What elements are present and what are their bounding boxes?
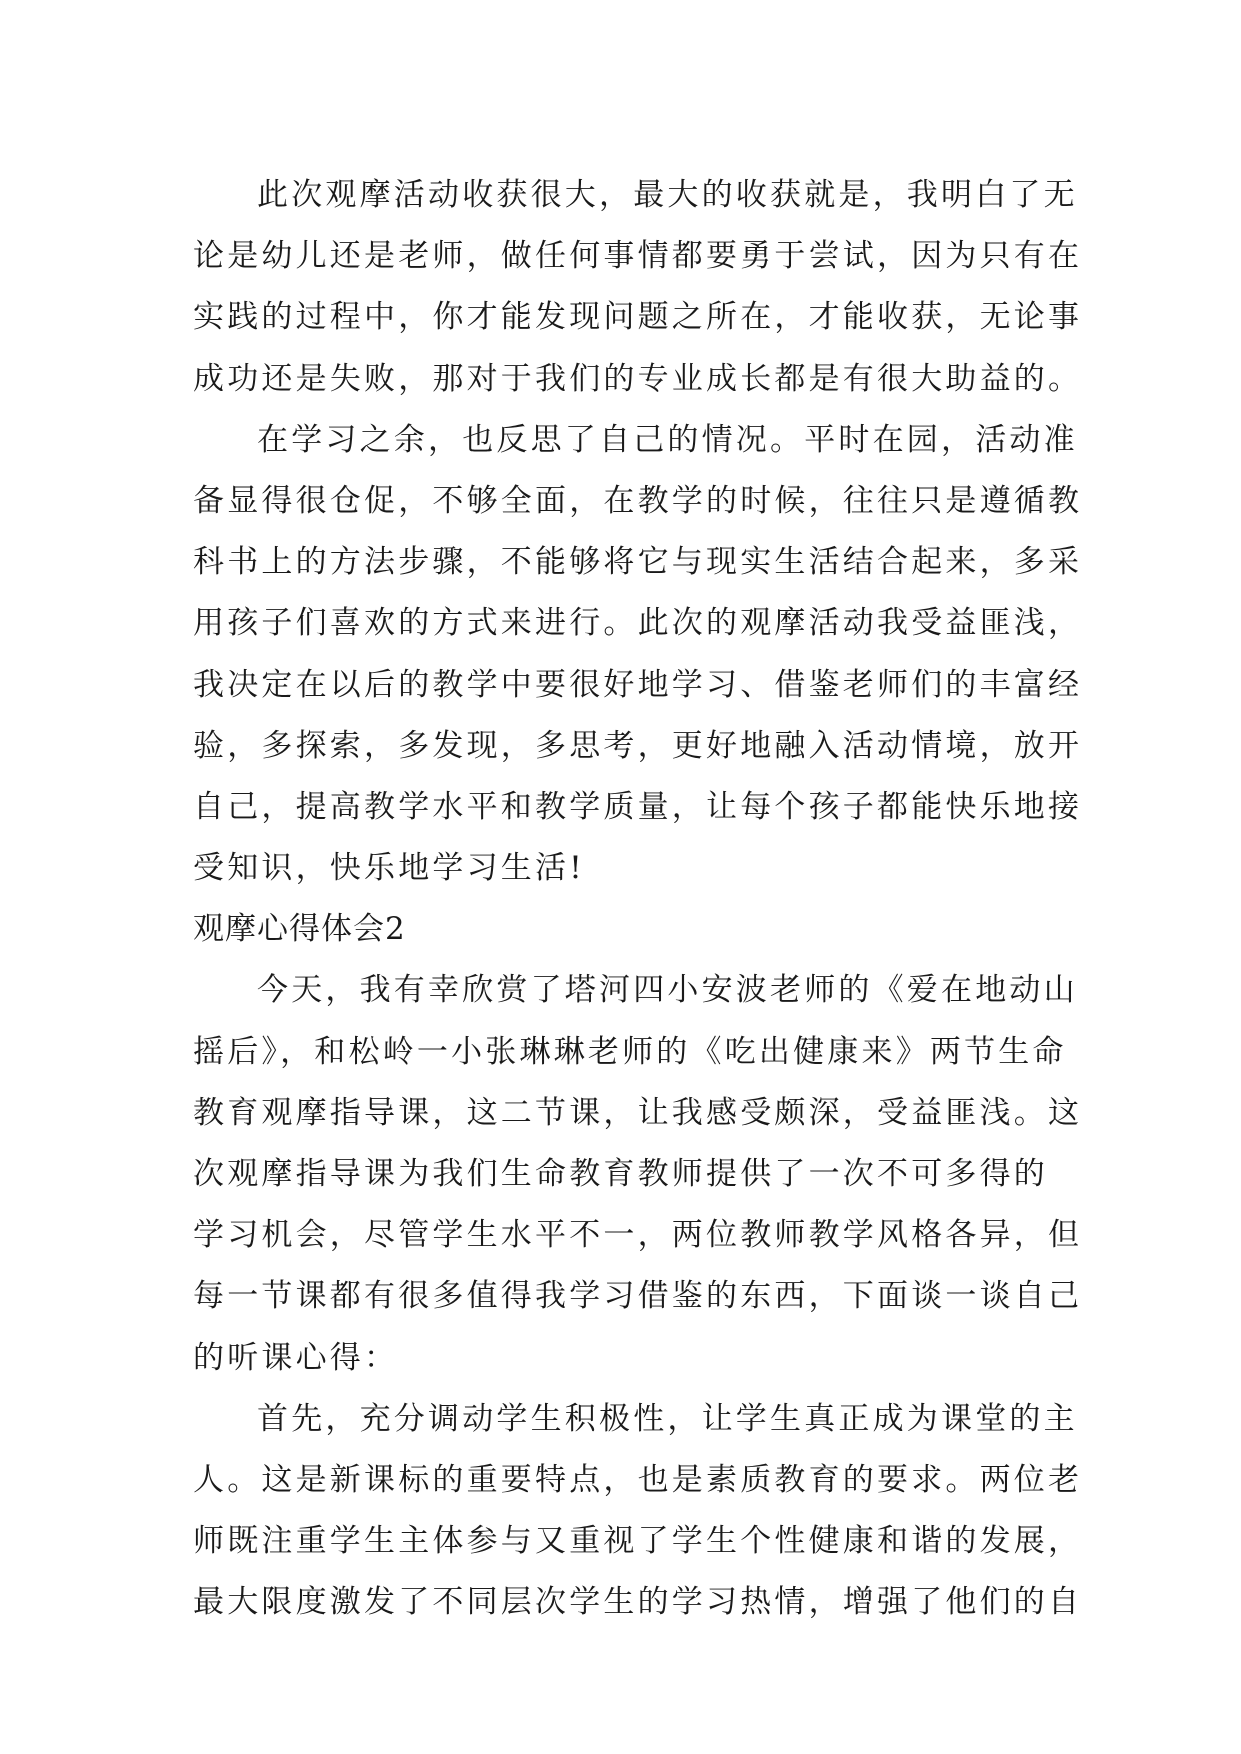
paragraph-line: 首先，充分调动学生积极性，让学生真正成为课堂的主 <box>257 1400 1078 1437</box>
document-body <box>193 165 1083 1634</box>
paragraph-line: 成功还是失败，那对于我们的专业成长都是有很大助益的。 <box>193 360 1083 397</box>
paragraph-line: 论是幼儿还是老师，做任何事情都要勇于尝试，因为只有在 <box>193 238 1083 275</box>
paragraph <box>193 960 1083 1388</box>
paragraph <box>193 410 1083 900</box>
paragraph-line: 学习机会，尽管学生水平不一，两位教师教学风格各异，但 <box>193 1217 1083 1254</box>
paragraph-line: 用孩子们喜欢的方式来进行。此次的观摩活动我受益匪浅， <box>193 605 1083 642</box>
paragraph <box>193 1389 1083 1634</box>
paragraph-line: 实践的过程中，你才能发现问题之所在，才能收获，无论事 <box>193 299 1083 336</box>
paragraph-line: 科书上的方法步骤，不能够将它与现实生活结合起来，多采 <box>193 544 1083 581</box>
paragraph-line: 备显得很仓促，不够全面，在教学的时候，往往只是遵循教 <box>193 482 1083 519</box>
paragraph-line: 人。这是新课标的重要特点，也是素质教育的要求。两位老 <box>193 1461 1083 1498</box>
paragraph-line: 每一节课都有很多值得我学习借鉴的东西，下面谈一谈自己 <box>193 1278 1083 1315</box>
paragraph-line: 师既注重学生主体参与又重视了学生个性健康和谐的发展， <box>193 1523 1083 1560</box>
paragraph-line: 教育观摩指导课，这二节课，让我感受颇深，受益匪浅。这 <box>193 1094 1083 1131</box>
paragraph-line: 我决定在以后的教学中要很好地学习、借鉴老师们的丰富经 <box>193 666 1083 703</box>
paragraph <box>193 165 1083 410</box>
section-heading: 观摩心得体会2 <box>193 911 406 948</box>
paragraph-line: 受知识，快乐地学习生活! <box>193 850 585 887</box>
paragraph-line: 次观摩指导课为我们生命教育教师提供了一次不可多得的 <box>193 1156 1048 1192</box>
paragraph-line: 最大限度激发了不同层次学生的学习热情，增强了他们的自 <box>193 1584 1083 1621</box>
paragraph-line: 今天，我有幸欣赏了塔河四小安波老师的《爱在地动山 <box>257 972 1078 1009</box>
paragraph-line: 在学习之余，也反思了自己的情况。平时在园，活动准 <box>257 421 1078 458</box>
paragraph-line: 自己，提高教学水平和教学质量，让每个孩子都能快乐地接 <box>193 788 1083 825</box>
paragraph-line: 验，多探索，多发现，多思考，更好地融入活动情境，放开 <box>193 727 1083 764</box>
paragraph-line: 此次观摩活动收获很大，最大的收获就是，我明白了无 <box>257 177 1078 213</box>
paragraph-line: 摇后》，和松岭一小张琳琳老师的《吃出健康来》两节生命 <box>193 1033 1067 1070</box>
paragraph-line: 的听课心得： <box>193 1339 399 1376</box>
